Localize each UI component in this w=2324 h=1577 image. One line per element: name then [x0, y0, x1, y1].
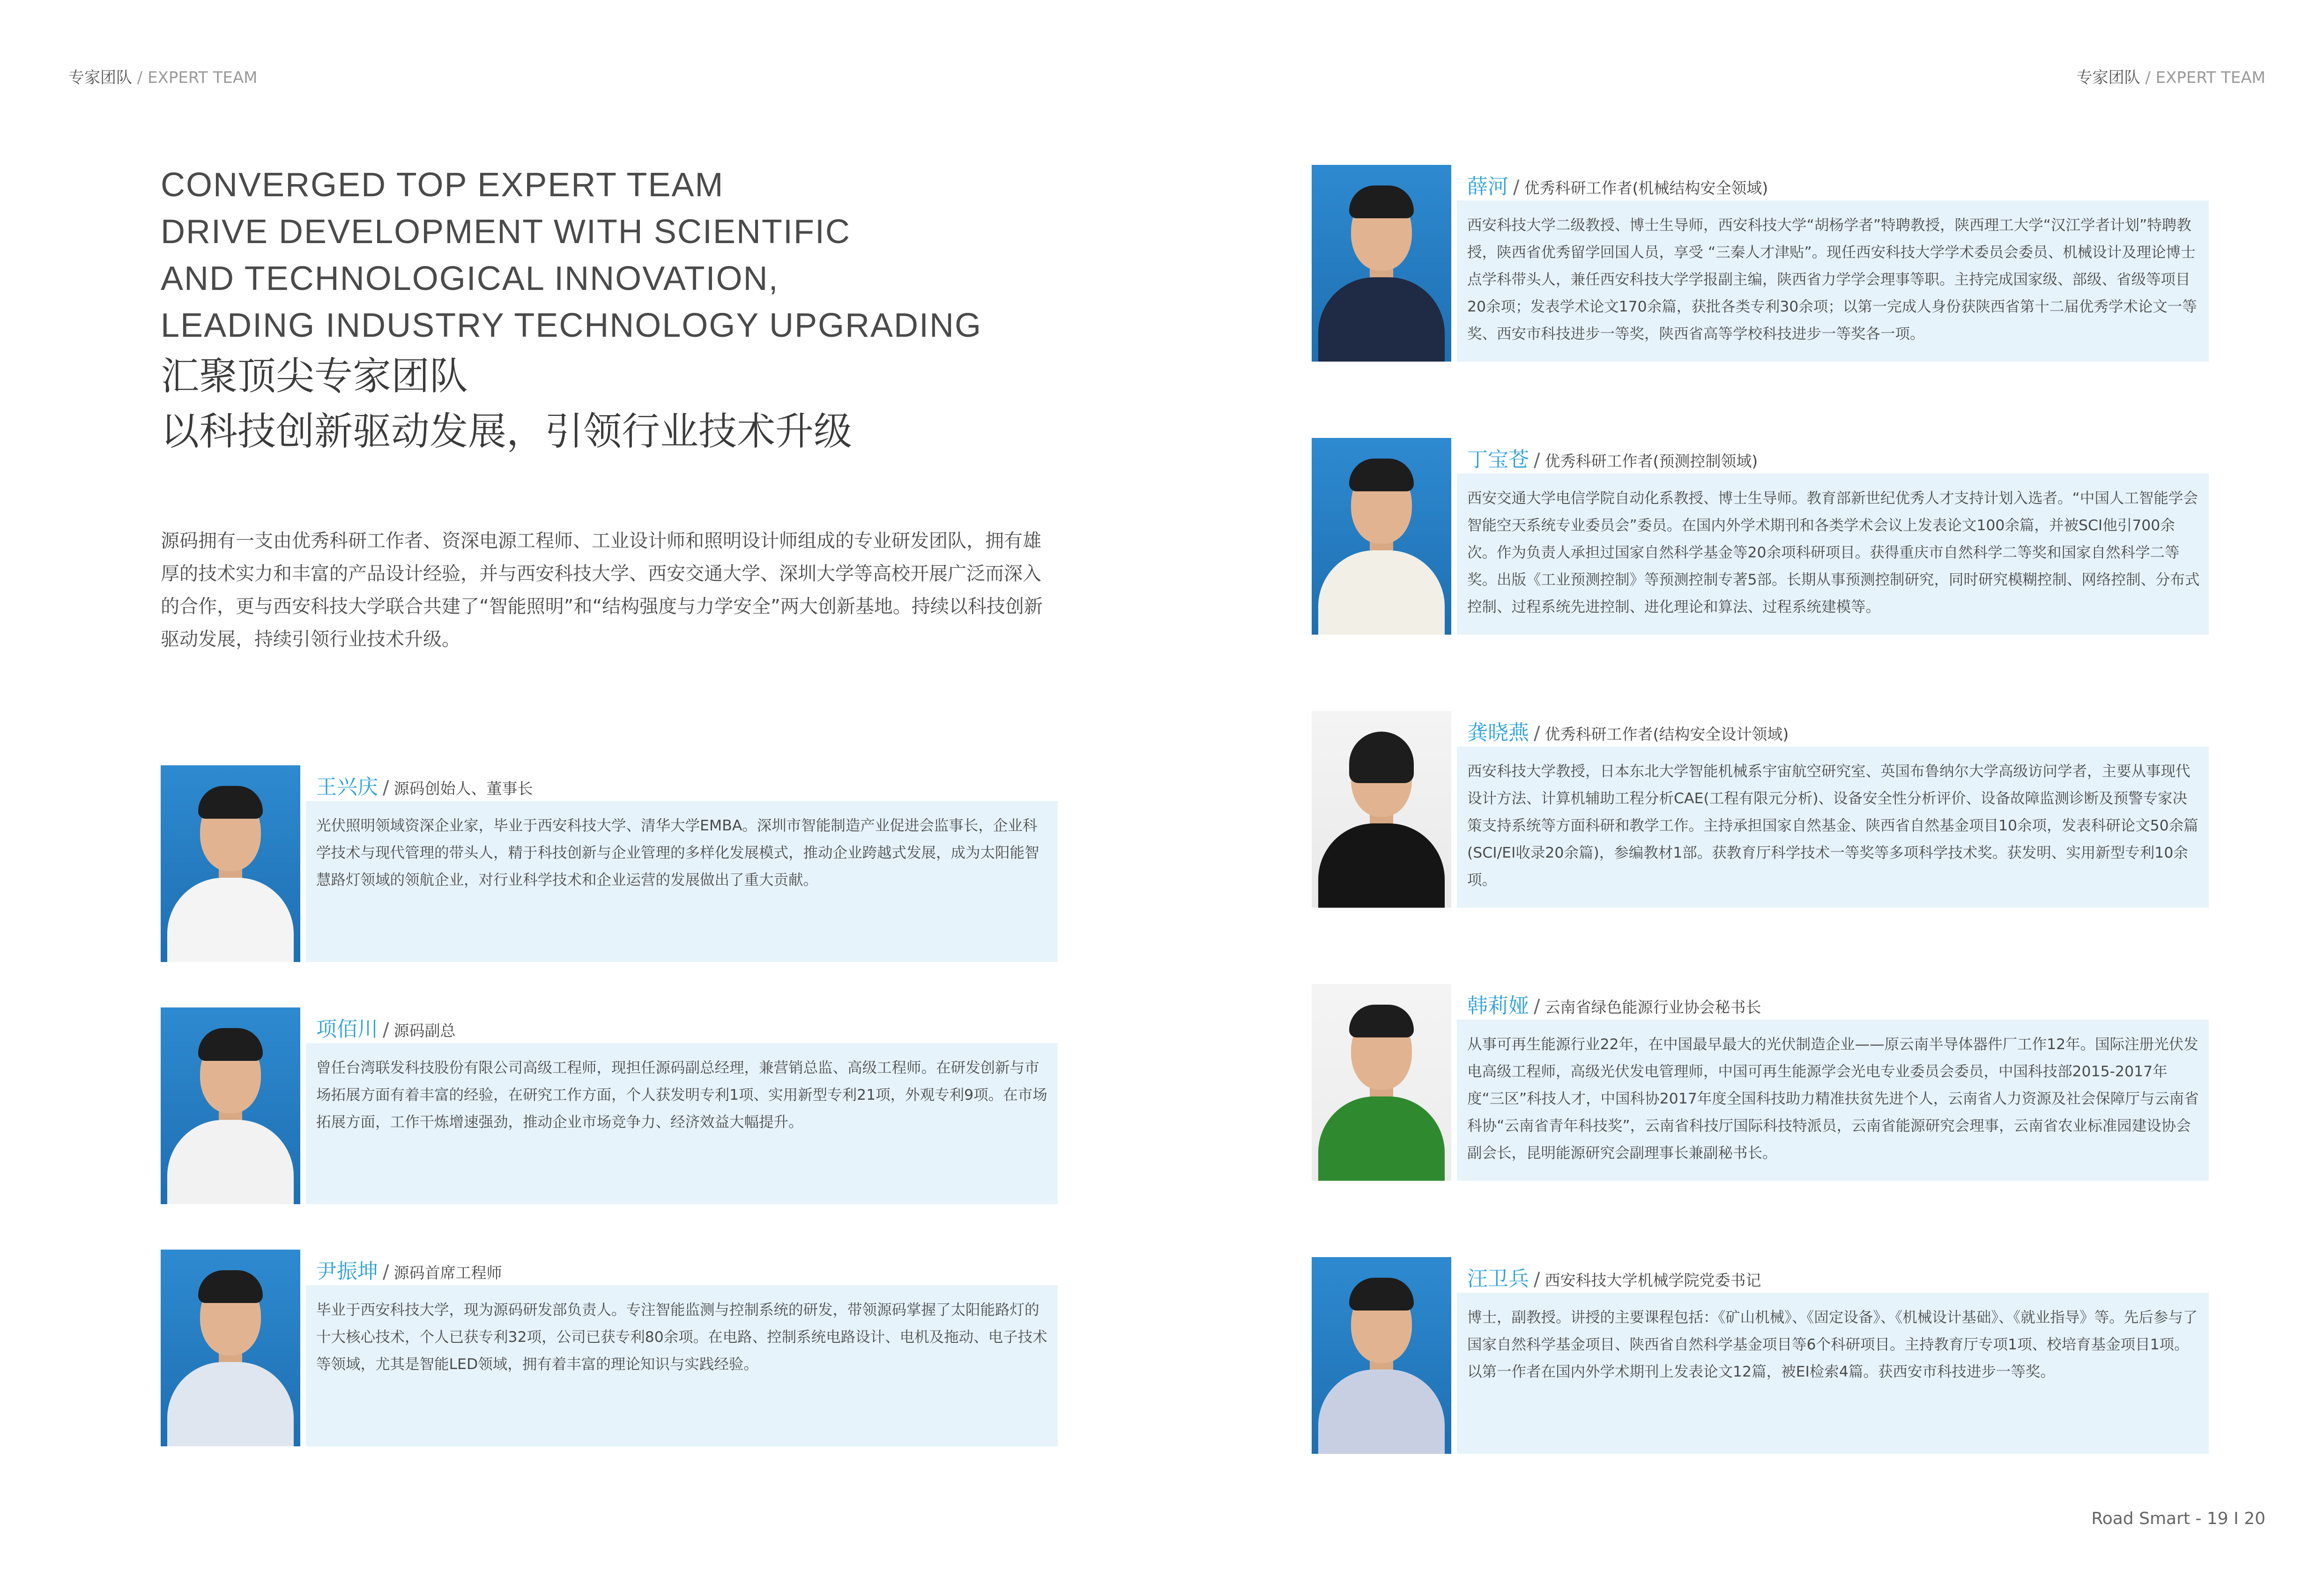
english-heading-line: CONVERGED TOP EXPERT TEAM: [161, 166, 724, 204]
expert-name: 龚晓燕: [1467, 721, 1529, 745]
expert-role: 源码首席工程师: [394, 1264, 502, 1282]
title-slash: /: [1534, 1269, 1540, 1290]
header-separator: /: [132, 68, 148, 87]
header-cn: 专家团队: [2076, 68, 2140, 87]
expert-description: 曾任台湾联发科技股份有限公司高级工程师，现担任源码副总经理，兼营销总监、高级工程师。在研发创新与市场拓展方面有着丰富的经验，在研究工作方面，个人获发明专利1项、实用新型专利21项，外观专利9项。在市场拓展方面，工作干炼增速强劲，推动企业市场竞争力、经济效益大幅提升。: [316, 1059, 1047, 1131]
english-heading: [161, 162, 1098, 349]
expert-photo: [1312, 165, 1451, 362]
expert-name: 韩莉娅: [1467, 994, 1529, 1018]
expert-card: [161, 1250, 1058, 1446]
expert-photo: [161, 765, 300, 962]
title-slash: /: [1534, 723, 1540, 744]
expert-description: 西安科技大学二级教授、博士生导师，西安科技大学“胡杨学者”特聘教授，陕西理工大学“汉江学者计划”特聘教授，陕西省优秀留学回国人员，享受 “三秦人才津贴”。现任西安科技大学学术委员会委员、机械设计及理论博士点学科带头人，兼任西安科技大学学报副主编，陕西省力学学会理事等职。主持完成国家级、部级、省级等项目20余项；发表学术论文170余篇，获批各类专利30余项；以第一完成人身份获陕西省第十二届优秀学术论文一等奖、西安市科技进步一等奖，陕西省高等学校科技进步一等奖各一项。: [1467, 217, 2197, 342]
expert-photo: [161, 1007, 300, 1204]
expert-title: [316, 770, 533, 800]
expert-description: 光伏照明领域资深企业家，毕业于西安科技大学、清华大学EMBA。深圳市智能制造产业促进会监事长，企业科学技术与现代管理的带头人，精于科技创新与企业管理的多样化发展模式，推动企业跨越式发展，成为太阳能智慧路灯领域的领航企业，对行业科学技术和企业运营的发展做出了重大贡献。: [316, 817, 1039, 888]
expert-title: [1467, 1262, 1761, 1292]
expert-description: 博士，副教授。讲授的主要课程包括：《矿山机械》、《固定设备》、《机械设计基础》、《就业指导》等。先后参与了国家自然科学基金项目、陕西省自然科学基金项目等6个科研项目。主持教育厅专项1项、校培育基金项目1项。以第一作者在国内外学术期刊上发表论文12篇，被EI检索4篇。获西安市科技进步一等奖。: [1467, 1309, 2198, 1380]
english-heading-line: DRIVE DEVELOPMENT WITH SCIENTIFIC: [161, 213, 851, 251]
english-heading-line: LEADING INDUSTRY TECHNOLOGY UPGRADING: [161, 307, 982, 344]
expert-name: 尹振坤: [316, 1259, 378, 1283]
title-slash: /: [383, 1019, 389, 1041]
header-en: EXPERT TEAM: [2155, 68, 2265, 87]
expert-name: 丁宝苍: [1467, 448, 1529, 472]
chinese-heading: [161, 349, 852, 459]
expert-photo: [1312, 438, 1451, 635]
header-cn: 专家团队: [68, 68, 132, 87]
page-header-right: [2077, 65, 2265, 88]
title-slash: /: [1534, 450, 1540, 471]
expert-description: 西安科技大学教授，日本东北大学智能机械系宇宙航空研究室、英国布鲁纳尔大学高级访问学者，主要从事现代设计方法、计算机辅助工程分析CAE(工程有限元分析)、设备安全性分析评价、设备故障监测诊断及预警专家决策支持系统等方面科研和教学工作。主持承担国家自然基金、陕西省自然基金项目10余项，发表科研论文50余篇(SCI/EI收录20余篇)，参编教材1部。获教育厅科学技术一等奖等多项科学技术奖。获发明、实用新型专利10余项。: [1467, 763, 2198, 888]
expert-card: [1312, 165, 2209, 362]
expert-title: [1467, 989, 1761, 1019]
expert-name: 王兴庆: [316, 775, 378, 799]
expert-card: [1312, 1257, 2209, 1454]
expert-role: 优秀科研工作者(结构安全设计领域): [1544, 725, 1789, 743]
expert-description: 从事可再生能源行业22年，在中国最早最大的光伏制造企业——原云南半导体器件厂工作12年。国际注册光伏发电高级工程师，高级光伏发电管理师，中国可再生能源学会光电专业委员会委员，中国科技部2015-2017年度“三区”科技人才，中国科协2017年度全国科技助力精准扶贫先进个人，云南省人力资源及社会保障厅与云南省科协“云南省青年科技奖”，云南省科技厅国际科技特派员，云南省能源研究会理事，云南省农业标准园建设协会副会长，昆明能源研究会副理事长兼副秘书长。: [1467, 1036, 2199, 1162]
expert-role: 优秀科研工作者(预测控制领域): [1544, 452, 1758, 470]
expert-role: 西安科技大学机械学院党委书记: [1544, 1271, 1761, 1289]
expert-card: [161, 1007, 1058, 1204]
expert-card: [1312, 984, 2209, 1181]
english-heading-line: AND TECHNOLOGICAL INNOVATION,: [161, 260, 779, 297]
page-header-left: [68, 65, 257, 88]
expert-description: 西安交通大学电信学院自动化系教授、博士生导师。教育部新世纪优秀人才支持计划入选者。“中国人工智能学会智能空天系统专业委员会”委员。在国内外学术期刊和各类学术会议上发表论文100余篇，并被SCI他引700余次。作为负责人承担过国家自然科学基金等20余项科研项目。获得重庆市自然科学二等奖和国家自然科学二等奖。出版《工业预测控制》等预测控制专著5部。长期从事预测控制研究，同时研究模糊控制、网络控制、分布式控制、过程系统先进控制、进化理论和算法、过程系统建模等。: [1467, 490, 2200, 615]
expert-title: [1467, 716, 1789, 746]
expert-role: 优秀科研工作者(机械结构安全领域): [1524, 179, 1768, 197]
expert-name: 项佰川: [316, 1017, 378, 1041]
expert-photo: [161, 1250, 300, 1446]
chinese-heading-line: 以科技创新驱动发展，引领行业技术升级: [161, 409, 853, 454]
expert-title: [316, 1254, 502, 1284]
title-slash: /: [1513, 177, 1520, 198]
title-slash: /: [1534, 996, 1540, 1017]
header-separator: /: [2140, 68, 2156, 87]
expert-photo: [1312, 1257, 1451, 1454]
expert-title: [316, 1012, 455, 1042]
expert-role: 云南省绿色能源行业协会秘书长: [1544, 998, 1761, 1016]
expert-card: [1312, 438, 2209, 635]
expert-title: [1467, 443, 1758, 473]
title-slash: /: [383, 1261, 389, 1283]
page-footer: Road Smart - 19 I 20: [2091, 1509, 2265, 1528]
expert-name: 汪卫兵: [1467, 1267, 1529, 1291]
intro-paragraph: 源码拥有一支由优秀科研工作者、资深电源工程师、工业设计师和照明设计师组成的专业研发团队，拥有雄厚的技术实力和丰富的产品设计经验，并与西安科技大学、西安交通大学、深圳大学等高校开展广泛而深入的合作，更与西安科技大学联合共建了“智能照明”和“结构强度与力学安全”两大创新基地。持续以科技创新驱动发展，持续引领行业技术升级。: [161, 530, 1043, 650]
expert-description: 毕业于西安科技大学，现为源码研发部负责人。专注智能监测与控制系统的研发，带领源码掌握了太阳能路灯的十大核心技术，个人已获专利32项，公司已获专利80余项。在电路、控制系统电路设计、电机及拖动、电子技术等领域，尤其是智能LED领域，拥有着丰富的理论知识与实践经验。: [316, 1302, 1047, 1373]
expert-card: [161, 765, 1058, 962]
header-en: EXPERT TEAM: [148, 68, 258, 87]
expert-role: 源码副总: [394, 1022, 456, 1040]
expert-role: 源码创始人、董事长: [394, 779, 533, 798]
title-slash: /: [383, 777, 389, 799]
chinese-heading-line: 汇聚顶尖专家团队: [161, 354, 468, 399]
expert-photo: [1312, 984, 1451, 1181]
expert-title: [1467, 170, 1768, 200]
expert-card: [1312, 711, 2209, 908]
expert-name: 薛河: [1467, 175, 1508, 199]
expert-photo: [1312, 711, 1451, 908]
